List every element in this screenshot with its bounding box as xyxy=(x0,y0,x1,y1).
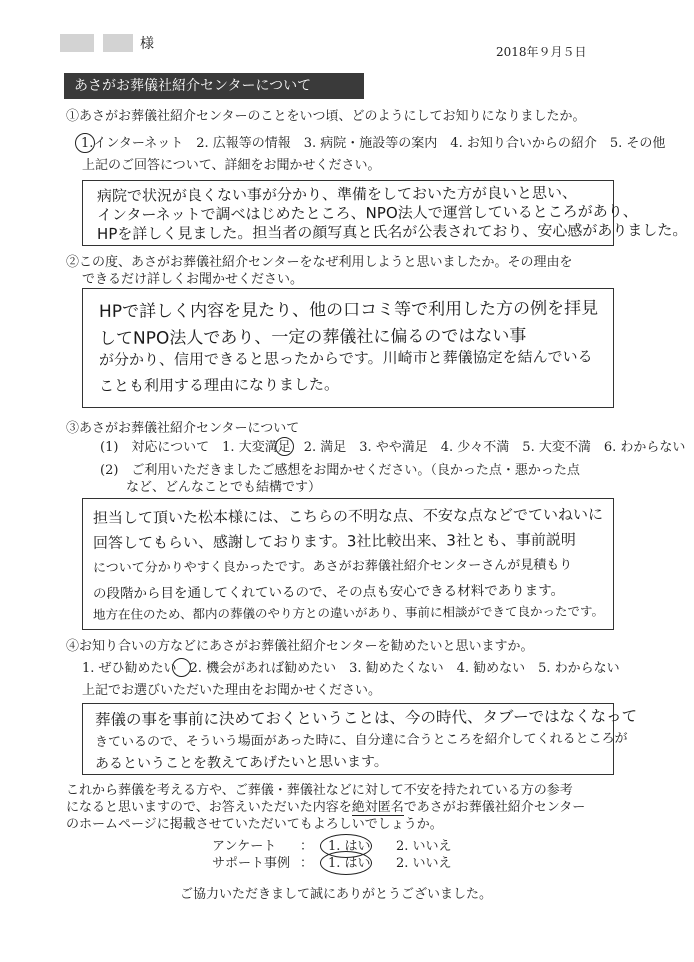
consent-line3: のホームページに掲載させていただいてもよろしいでしょうか。 xyxy=(66,817,443,832)
q4-detail-prompt: 上記でお選びいただいた理由をお聞かせください。 xyxy=(82,683,382,698)
consent-row-survey-no: 2. いいえ xyxy=(396,839,452,854)
answer-line: 病院で状況が良くない事が分かり、準備をしておいた方が良いと思い、 xyxy=(96,183,578,205)
answer-line: 担当して頂いた松本様には、こちらの不明な点、不安な点などでていねいに xyxy=(92,505,604,527)
q1-detail-prompt: 上記のご回答について、詳細をお聞かせください。 xyxy=(82,158,381,173)
q2-question-line1: ②この度、あさがお葬儀社紹介センターをなぜ利用しようと思いましたか。その理由を xyxy=(66,255,573,270)
q4-answer-box xyxy=(82,703,638,775)
answer-line: インターネットで調べはじめたところ、NPO法人で運営しているところがあり、 xyxy=(96,202,638,224)
consent-anonymous: 絶対匿名 xyxy=(351,800,404,815)
consent-row-survey-yes: 1. はい xyxy=(328,839,371,854)
answer-line: 地方在住のため、都内の葬儀のやり方との違いがあり、事前に相談ができて良かったです。 xyxy=(92,603,605,622)
q3-sub2-line2: など、どんなことでも結構です） xyxy=(126,480,322,495)
consent-row-support-label: サポート事例 xyxy=(212,856,291,871)
section-banner: あさがお葬儀社紹介センターについて xyxy=(64,73,364,99)
consent-line2 xyxy=(66,799,585,816)
consent-row-support-no: 2. いいえ xyxy=(396,856,452,871)
answer-line: あるということを教えてあげたいと思います。 xyxy=(94,753,388,772)
q3-answer-box xyxy=(82,498,614,630)
consent-row-survey-colon: ： xyxy=(300,839,314,854)
consent-line2-post: であさがお葬儀社紹介センター xyxy=(403,800,586,815)
name-suffix: 様 xyxy=(140,36,154,52)
q3-question: ③あさがお葬儀社紹介センターについて xyxy=(66,421,300,436)
answer-line: きているので、そういう場面があった時に、自分達に合うところを紹介してくれるところが xyxy=(94,731,628,750)
q4-question: ④お知り合いの方などにあさがお葬儀社紹介センターを勧めたいと思いますか。 xyxy=(66,639,534,654)
answer-line: 回答してもらい、感謝しております。3社比較出来、3社とも、事前説明 xyxy=(92,530,576,552)
consent-line2-pre: になると思いますので、お答えいただいた内容を xyxy=(66,800,352,815)
q2-question-line2: できるだけ詳しくお聞かせください。 xyxy=(82,272,304,287)
q1-question: ①あさがお葬儀社紹介センターのことをいつ頃、どのようにしてお知りになりましたか。 xyxy=(66,109,586,124)
answer-line: HPで詳しく内容を見たり、他の口コミ等で利用した方の例を拝見 xyxy=(98,298,599,322)
consent-line1: これから葬儀を考える方や、ご葬儀・葬儀社などに対して不安を持たれている方の参考 xyxy=(66,783,573,798)
consent-row-support-colon: ： xyxy=(300,856,314,871)
q1-answer-box xyxy=(82,180,688,246)
answer-line: 葬儀の事を事前に決めておくということは、今の時代、タブーではなくなって xyxy=(94,707,638,729)
q1-options: 1.インターネット 2. 広報等の情報 3. 病院・施設等の案内 4. お知り合いからの紹介 5. その他 xyxy=(81,136,666,151)
q2-answer-box xyxy=(82,288,614,408)
answer-line: ことも利用する理由になりました。 xyxy=(98,375,340,395)
answer-line: について分かりやすく良かったです。あさがお葬儀社紹介センターさんが見積もり xyxy=(92,557,573,576)
thanks: ご協力いただきまして誠にありがとうございました。 xyxy=(180,887,493,902)
q4-options: 1. ぜひ勧めたい 2. 機会があれば勧めたい 3. 勧めたくない 4. 勧めない 5. わからない xyxy=(82,661,620,676)
answer-line: が分かり、信用できると思ったからです。川崎市と葬儀協定を結んでいる xyxy=(98,347,593,369)
redacted-name xyxy=(60,34,94,52)
redacted-name xyxy=(103,34,133,52)
answer-line: HPを詳しく見ました。担当者の顔写真と氏名が公表されており、安心感がありました。 xyxy=(96,220,688,243)
consent-row-survey-label: アンケート xyxy=(212,839,277,854)
q3-sub1: (1) 対応について 1. 大変満足 2. 満足 3. やや満足 4. 少々不満 5. 大変不満 6. わからない xyxy=(100,440,686,455)
date: 2018年９月５日 xyxy=(496,45,587,59)
q3-sub2-line1: (2) ご利用いただきましたご感想をお聞かせください。（良かった点・悪かった点 xyxy=(100,463,580,478)
consent-row-support-yes: 1. はい xyxy=(328,856,371,871)
answer-line: の段階から目を通してくれているので、その点も安心できる材料であります。 xyxy=(92,582,565,602)
answer-line: してNPO法人であり、一定の葬儀社に偏るのではない事 xyxy=(98,326,527,349)
